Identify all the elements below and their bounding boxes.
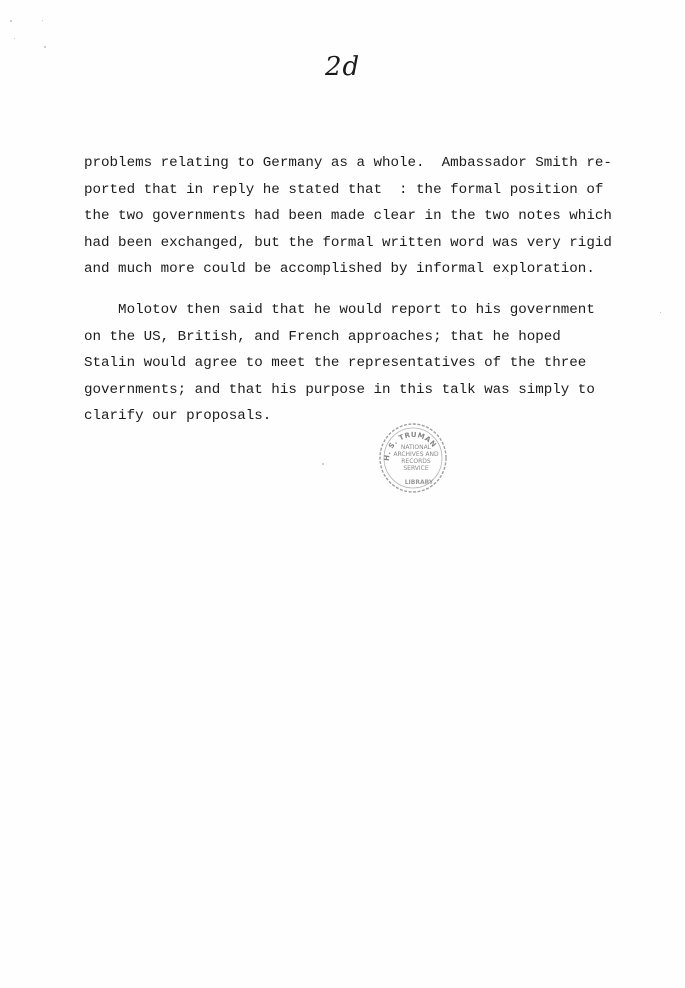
scan-speck xyxy=(322,463,324,465)
paragraph-1-line: problems relating to Germany as a whole. Ambassador Smith re- xyxy=(84,155,612,171)
paragraph-1-line: and much more could be accomplished by informal exploration. xyxy=(84,261,595,278)
archive-seal-stamp xyxy=(377,421,449,495)
page-number: 2d xyxy=(325,52,361,82)
paragraph-1-line: had been exchanged, but the formal written word was very rigid xyxy=(84,234,612,251)
paragraph-2-line: on the US, British, and French approaches; that he hoped xyxy=(84,328,561,345)
scan-speck xyxy=(42,20,43,21)
svg-text:RECORDS: RECORDS xyxy=(401,458,431,465)
document-body xyxy=(84,150,624,430)
svg-text:LIBRARY: LIBRARY xyxy=(404,479,434,486)
paragraph-2-line: governments; and that his purpose in this talk was simply to xyxy=(84,381,595,398)
paragraph-spacer xyxy=(84,283,624,297)
paragraph-1 xyxy=(84,150,624,283)
scan-speck xyxy=(14,38,15,39)
svg-text:ARCHIVES AND: ARCHIVES AND xyxy=(393,451,439,458)
svg-text:NATIONAL: NATIONAL xyxy=(400,444,432,451)
paragraph-2-line: clarify our proposals. xyxy=(84,408,272,425)
paragraph-2 xyxy=(84,297,624,430)
paragraph-2-line: Molotov then said that he would report to his government xyxy=(84,301,595,318)
svg-text:H. S. TRUMAN: H. S. TRUMAN xyxy=(382,430,438,462)
scan-speck xyxy=(10,20,12,22)
scan-speck xyxy=(44,46,46,48)
paragraph-1-line: the two governments had been made clear in the two notes which xyxy=(84,208,612,225)
svg-text:SERVICE: SERVICE xyxy=(403,465,429,472)
paragraph-1-line: ported that in reply he stated that : the formal position of xyxy=(84,181,604,198)
scan-speck xyxy=(660,312,661,313)
paragraph-2-line: Stalin would agree to meet the representatives of the three xyxy=(84,355,587,372)
